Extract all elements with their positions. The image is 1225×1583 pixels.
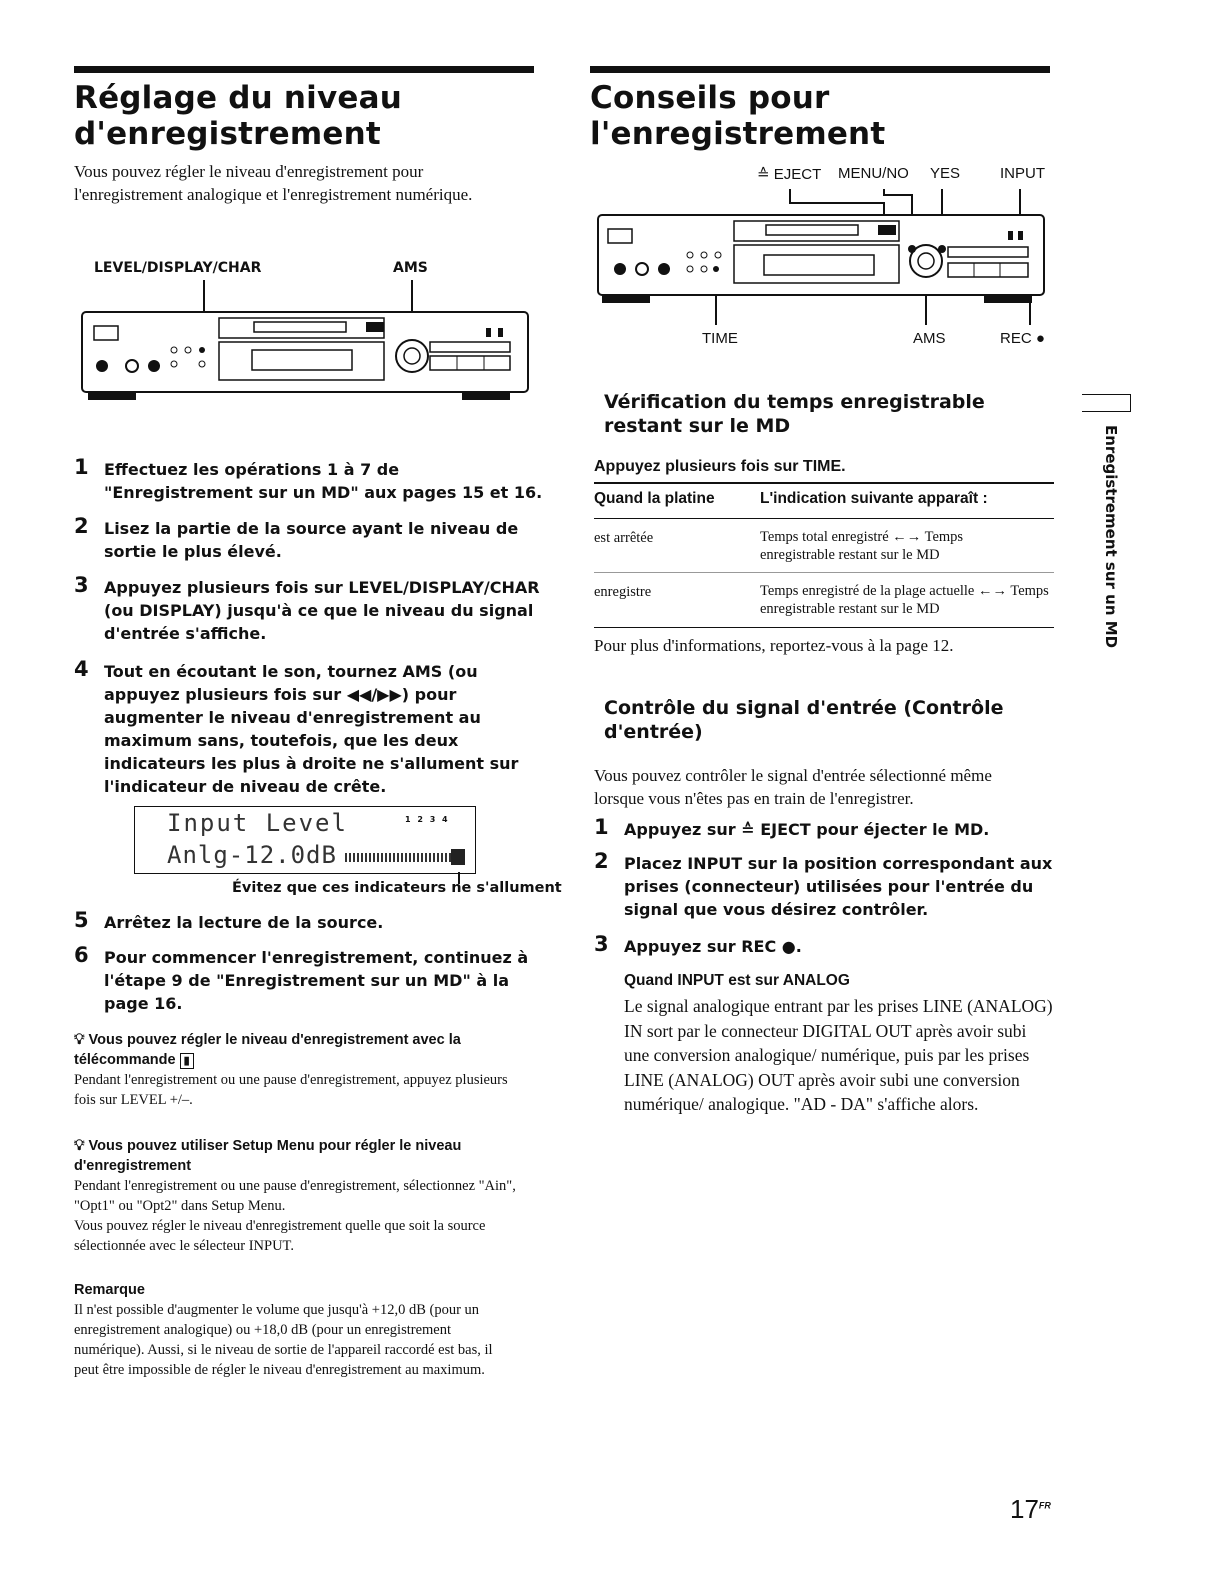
lcd-scale: 1 2 3 4	[405, 815, 450, 824]
tip2-body2: Vous pouvez régler le niveau d'enregistrement quelle que soit la source sélectionnée avec le sélecteur INPUT.	[74, 1218, 486, 1254]
step-number: 2	[74, 514, 89, 538]
time-table	[594, 482, 1054, 628]
fig-label-level: LEVEL/DISPLAY/CHAR	[94, 260, 262, 276]
md-deck-illustration-left	[74, 280, 534, 410]
fig-label-menu: MENU/NO	[838, 165, 909, 182]
tip1-body: Pendant l'enregistrement ou une pause d'enregistrement, appuyez plusieurs fois sur LEVEL +/–.	[74, 1072, 508, 1108]
left-step-6	[74, 943, 544, 1018]
step-text: Lisez la partie de la source ayant le niveau de sortie le plus élevé.	[104, 519, 519, 561]
step-number: 3	[74, 573, 89, 597]
analog-body: Le signal analogique entrant par les prises LINE (ANALOG) IN sort par le connecteur DIGITAL OUT après avoir subi une conversion analogique/ numérique, puis par les prises LINE (ANALOG) OUT après avoir subi une conversion numérique/ analogique. "AD - DA" s'affiche alors.	[624, 996, 1053, 1114]
analog-title: Quand INPUT est sur ANALOG	[624, 972, 850, 989]
lcd-caption: Évitez que ces indicateurs ne s'allument	[232, 880, 562, 896]
lightbulb-icon: 💡︎	[74, 1031, 85, 1048]
table-cell: enregistre	[594, 584, 652, 600]
left-title-line2: d'enregistrement	[74, 116, 381, 152]
fig-label-ams-right: AMS	[913, 330, 946, 347]
tip-setup-menu	[74, 1136, 524, 1256]
table-header-row	[594, 484, 1054, 519]
sec1-title-line2: restant sur le MD	[604, 415, 791, 437]
side-tab-marker	[1082, 394, 1131, 412]
fig-label-eject: ≙ EJECT	[757, 166, 822, 183]
left-step-5	[74, 908, 544, 937]
step-number: 3	[594, 932, 609, 956]
step-number: 2	[594, 849, 609, 873]
lcd-display	[134, 806, 476, 874]
left-title-line1: Réglage du niveau	[74, 80, 403, 116]
table-cell: Temps total enregistré ←→ Temps enregistrable restant sur le MD	[760, 529, 964, 563]
left-step-2	[74, 514, 544, 565]
step-number: 4	[74, 657, 89, 681]
right-page-title	[590, 80, 885, 152]
table-row	[594, 519, 1054, 573]
sec2-title	[604, 696, 1003, 744]
left-intro: Vous pouvez régler le niveau d'enregistrement pour l'enregistrement analogique et l'enregistrement numérique.	[74, 162, 473, 204]
tip-remote	[74, 1030, 514, 1110]
left-page-title	[74, 80, 402, 152]
step-text: Tout en écoutant le son, tournez AMS (ou appuyez plusieurs fois sur ◀◀/▶▶) pour augmenter le niveau d'enregistrement au maximum sans, toutefois, que les deux indicateurs les plus à droite ne s'allument sur l'indicateur de niveau de crête.	[104, 662, 519, 796]
lcd-line2: Anlg-12.0dB	[167, 841, 337, 869]
page-number-value: 17	[1010, 1494, 1039, 1524]
sec2-intro: Vous pouvez contrôler le signal d'entrée sélectionné même lorsque vous n'êtes pas en train de l'enregistrer.	[594, 766, 992, 808]
step-text: Pour commencer l'enregistrement, continuez à l'étape 9 de "Enregistrement sur un MD" à la page 16.	[104, 948, 529, 1013]
sec2-title-line2: d'entrée)	[604, 721, 703, 743]
fig-label-ams: AMS	[393, 260, 428, 276]
right-title-line1: Conseils pour	[590, 80, 830, 116]
left-step-3	[74, 573, 544, 648]
right-title-line2: l'enregistrement	[590, 116, 886, 152]
table-header-col1: Quand la platine	[594, 490, 715, 507]
side-tab-label: Enregistrement sur un MD	[1102, 425, 1120, 649]
fig-label-rec: REC ●	[1000, 330, 1045, 347]
step-text: Appuyez plusieurs fois sur LEVEL/DISPLAY/CHAR (ou DISPLAY) jusqu'à ce que le niveau du signal d'entrée s'affiche.	[104, 578, 540, 643]
table-row	[594, 573, 1054, 628]
sec1-note: Pour plus d'informations, reportez-vous à la page 12.	[594, 636, 954, 655]
table-cell: est arrêtée	[594, 530, 654, 546]
right-step-3	[594, 932, 1064, 961]
tip2-title: Vous pouvez utiliser Setup Menu pour régler le niveau d'enregistrement	[74, 1138, 462, 1174]
right-step-1	[594, 815, 1064, 844]
step-number: 5	[74, 908, 89, 932]
lcd-line1: Input Level	[167, 809, 348, 837]
remote-icon: ▮	[180, 1053, 194, 1069]
step-text: Placez INPUT sur la position correspondant aux prises (connecteur) utilisées pour l'entrée du signal que vous désirez contrôler.	[624, 854, 1053, 919]
sec1-title	[604, 390, 985, 438]
fig-label-time: TIME	[702, 330, 738, 347]
sec1-title-line1: Vérification du temps enregistrable	[604, 391, 985, 413]
step-number: 1	[74, 455, 89, 479]
table-cell: Temps enregistré de la plage actuelle ←→ Temps enregistrable restant sur le MD	[760, 583, 1049, 617]
remark-title: Remarque	[74, 1282, 145, 1298]
right-title-rule	[590, 66, 1050, 73]
left-step-1	[74, 455, 544, 506]
side-tab	[1092, 425, 1122, 675]
step-text: Effectuez les opérations 1 à 7 de "Enregistrement sur un MD" aux pages 15 et 16.	[104, 460, 543, 502]
fig-label-yes: YES	[930, 165, 961, 182]
lcd-peak-indicators	[451, 849, 465, 865]
sec1-instruction: Appuyez plusieurs fois sur TIME.	[594, 458, 846, 475]
remark	[74, 1280, 514, 1380]
page-number	[1010, 1494, 1051, 1525]
step-text: Appuyez sur ≙ EJECT pour éjecter le MD.	[624, 820, 990, 839]
fig-label-input: INPUT	[1000, 165, 1045, 182]
tip2-body1: Pendant l'enregistrement ou une pause d'enregistrement, sélectionnez "Ain", "Opt1" ou "Opt2" dans Setup Menu.	[74, 1178, 516, 1214]
remark-body: Il n'est possible d'augmenter le volume que jusqu'à +12,0 dB (pour un enregistrement analogique) ou +18,0 dB (pour un enregistrement numérique). Aussi, si le niveau de sortie de l'appareil raccordé est bas, il peut être impossible de régler le niveau d'enregistrement au maximum.	[74, 1302, 493, 1378]
step-number: 6	[74, 943, 89, 967]
sec2-title-line1: Contrôle du signal d'entrée (Contrôle	[604, 697, 1004, 719]
tip1-title: Vous pouvez régler le niveau d'enregistrement avec la télécommande	[74, 1032, 461, 1068]
left-title-rule	[74, 66, 534, 73]
md-deck-illustration-right	[594, 185, 1054, 325]
left-step-4	[74, 657, 544, 796]
lightbulb-icon: 💡︎	[74, 1137, 85, 1154]
lcd-level-meter	[345, 853, 451, 862]
step-text: Arrêtez la lecture de la source.	[104, 913, 384, 932]
page-suffix: FR	[1038, 1500, 1051, 1511]
step-number: 1	[594, 815, 609, 839]
step-text: Appuyez sur REC ●.	[624, 937, 802, 956]
table-header-col2: L'indication suivante apparaît :	[760, 490, 988, 507]
right-step-2	[594, 849, 1064, 924]
